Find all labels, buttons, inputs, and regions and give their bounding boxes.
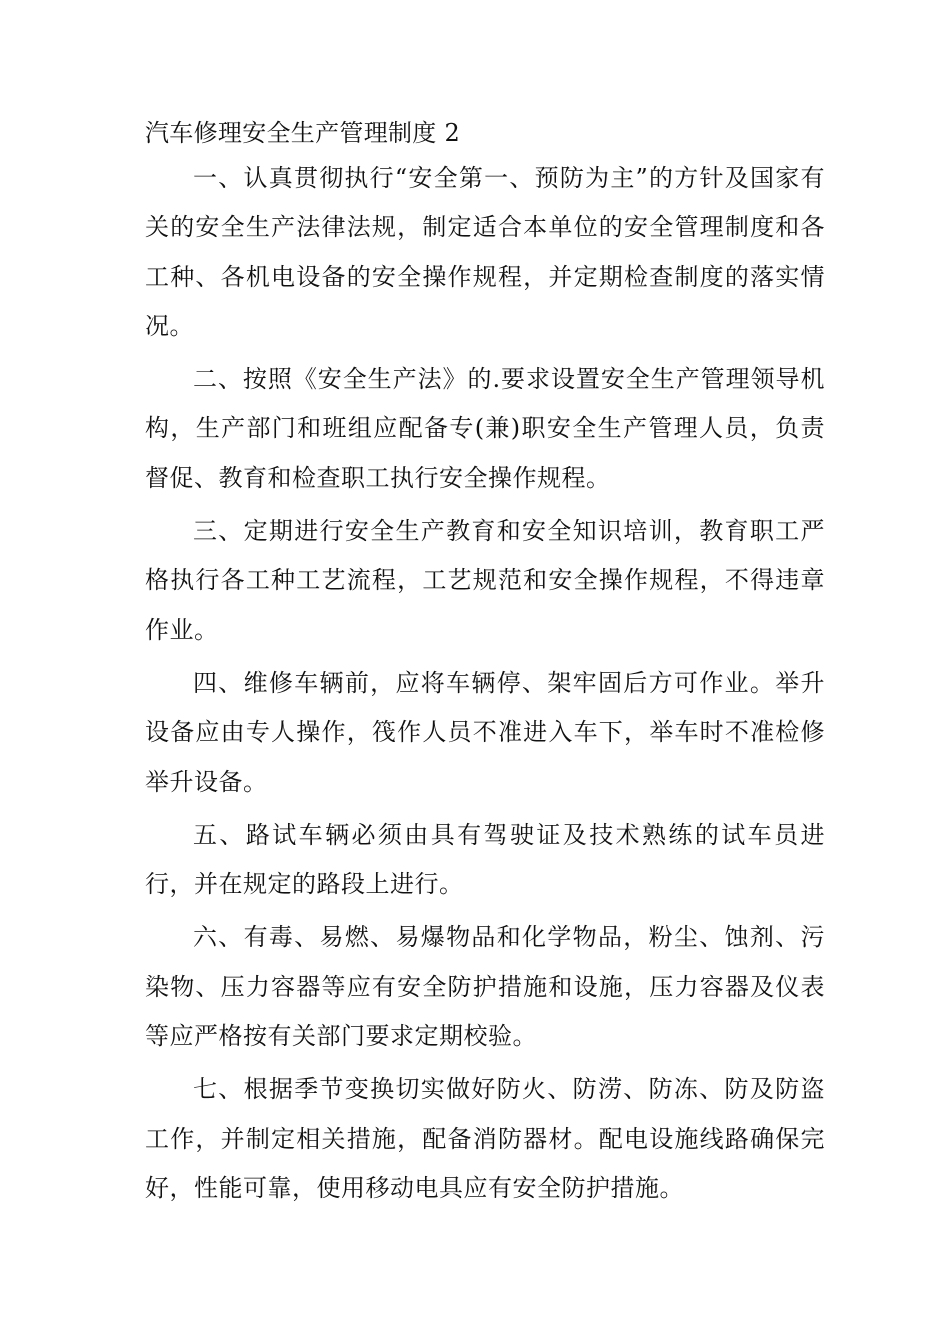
paragraph-5: 五、路试车辆必须由具有驾驶证及技术熟练的试车员进行，并在规定的路段上进行。 bbox=[145, 820, 825, 899]
document-title: 汽车修理安全生产管理制度 2 bbox=[145, 119, 461, 147]
document-page bbox=[145, 116, 825, 1217]
paragraph-3: 三、定期进行安全生产教育和安全知识培训，教育职工严格执行各工种工艺流程，工艺规范和安全操作规程，不得违章作业。 bbox=[145, 517, 825, 644]
paragraph-2: 二、按照《安全生产法》的.要求设置安全生产管理领导机构，生产部门和班组应配备专(兼)职安全生产管理人员，负责督促、教育和检查职工执行安全操作规程。 bbox=[145, 365, 825, 492]
paragraph-4: 四、维修车辆前，应将车辆停、架牢固后方可作业。举升设备应由专人操作，筏作人员不准进入车下，举车时不准检修举升设备。 bbox=[145, 668, 825, 796]
paragraph-1: 一、认真贯彻执行“安全第一、预防为主”的方针及国家有关的安全生产法律法规，制定适合本单位的安全管理制度和各工种、各机电设备的安全操作规程，并定期检查制度的落实情况。 bbox=[145, 164, 825, 340]
paragraph-6: 六、有毒、易燃、易爆物品和化学物品，粉尘、蚀剂、污染物、压力容器等应有安全防护措施和设施，压力容器及仪表等应严格按有关部门要求定期校验。 bbox=[145, 923, 825, 1051]
paragraph-7: 七、根据季节变换切实做好防火、防涝、防冻、防及防盗工作，并制定相关措施，配备消防器材。配电设施线路确保完好，性能可靠，使用移动电具应有安全防护措施。 bbox=[145, 1075, 825, 1202]
